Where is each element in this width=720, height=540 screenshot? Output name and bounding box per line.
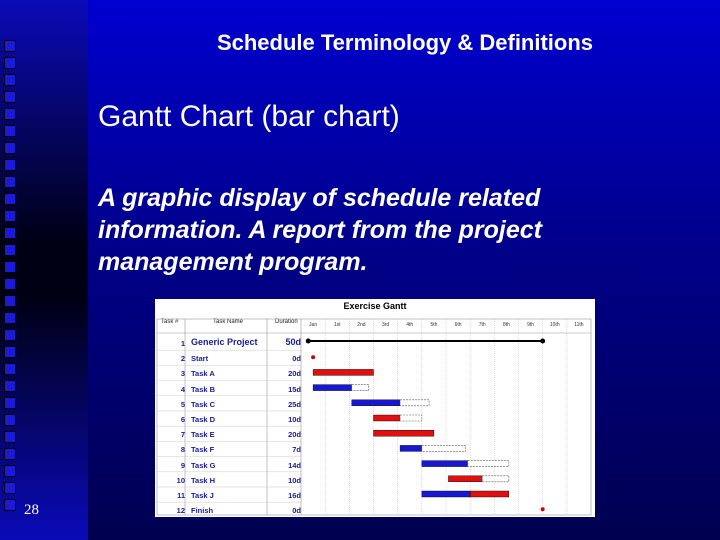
gantt-slack-bar — [400, 400, 429, 406]
decorative-square — [4, 312, 16, 324]
task-duration: 14d — [288, 460, 301, 470]
decorative-square — [4, 74, 16, 86]
decorative-squares — [0, 40, 24, 516]
decorative-square — [4, 414, 16, 426]
task-number: 6 — [180, 415, 185, 424]
decorative-square — [4, 397, 16, 409]
week-label: 2nd — [357, 322, 366, 328]
decorative-square — [4, 210, 16, 222]
gantt-slack-bar — [468, 461, 509, 467]
summary-end-marker — [540, 339, 545, 344]
task-row — [155, 487, 315, 502]
col-header-task-num: Task # — [161, 319, 179, 325]
gantt-task-bar — [313, 369, 373, 375]
task-duration: 0d — [292, 506, 301, 516]
gantt-title: Exercise Gantt — [343, 301, 407, 311]
task-name: Task F — [191, 445, 215, 455]
gantt-task-bar — [400, 445, 422, 451]
task-row — [155, 335, 315, 350]
gantt-slack-bar — [422, 445, 466, 451]
task-number: 2 — [180, 354, 185, 364]
week-label: 8th — [502, 322, 510, 328]
decorative-square — [4, 227, 16, 239]
task-row — [155, 502, 315, 517]
decorative-square — [4, 329, 16, 341]
decorative-square — [4, 465, 16, 477]
task-name: Task C — [191, 399, 216, 409]
decorative-square — [4, 295, 16, 307]
task-duration: 0d — [292, 354, 301, 364]
task-duration: 10d — [288, 475, 301, 485]
col-header-task-name: Task Name — [213, 319, 244, 325]
task-row — [155, 472, 315, 487]
decorative-square — [4, 499, 16, 511]
gantt-slack-bar — [352, 385, 369, 391]
task-name: Task G — [191, 460, 216, 470]
task-duration: 25d — [288, 399, 301, 409]
week-label: Jan — [309, 322, 318, 328]
decorative-square — [4, 363, 16, 375]
task-duration: 15d — [288, 384, 301, 394]
decorative-square — [4, 159, 16, 171]
task-name: Task A — [191, 369, 215, 379]
gantt-slack-bar — [482, 476, 509, 482]
task-number: 5 — [180, 399, 185, 409]
gantt-task-bar — [313, 385, 352, 391]
task-row — [155, 381, 315, 396]
task-row — [155, 441, 315, 456]
decorative-square — [4, 40, 16, 52]
decorative-square — [4, 346, 16, 358]
task-row — [155, 426, 315, 441]
slide-body-text: A graphic display of schedule related information. A report from the project management program. — [98, 184, 542, 276]
decorative-square — [4, 125, 16, 137]
decorative-square — [4, 193, 16, 205]
task-row — [155, 365, 315, 380]
task-duration: 7d — [292, 445, 301, 455]
gantt-task-bar — [422, 491, 470, 497]
task-name: Generic Project — [191, 337, 258, 347]
decorative-square — [4, 57, 16, 69]
gantt-task-bar — [470, 491, 509, 497]
gantt-task-bar — [448, 476, 482, 482]
task-number: 7 — [180, 430, 185, 440]
task-row — [155, 457, 315, 472]
task-duration: 20d — [288, 369, 301, 379]
decorative-square — [4, 244, 16, 256]
decorative-square — [4, 261, 16, 273]
week-label: 1st — [333, 322, 341, 328]
slide-heading: Gantt Chart (bar chart) — [98, 100, 400, 133]
col-header-duration: Duration — [275, 319, 298, 325]
slide-title: Schedule Terminology & Definitions — [216, 30, 594, 55]
task-duration: 50d — [285, 337, 301, 347]
week-label: 6th — [454, 322, 462, 328]
page-number: 28 — [24, 502, 39, 518]
task-number: 9 — [180, 460, 185, 470]
task-name: Task D — [191, 415, 216, 424]
task-row — [155, 411, 315, 426]
task-number: 4 — [180, 384, 185, 394]
week-label: 10th — [549, 322, 560, 328]
week-label: 11th — [574, 322, 584, 328]
task-number: 3 — [180, 369, 185, 379]
task-duration: 10d — [288, 415, 301, 424]
task-name: Start — [191, 354, 209, 364]
gantt-task-bar — [374, 415, 401, 421]
task-name: Finish — [191, 506, 214, 516]
task-duration: 20d — [288, 430, 301, 440]
week-label: 4th — [406, 322, 414, 328]
decorative-square — [4, 380, 16, 392]
gantt-slack-bar — [400, 415, 422, 421]
task-name: Task H — [191, 475, 216, 485]
task-number: 1 — [180, 339, 185, 348]
gantt-task-bar — [374, 430, 434, 436]
gantt-task-bar — [352, 400, 400, 406]
week-label: 5th — [430, 322, 438, 328]
decorative-square — [4, 142, 16, 154]
decorative-square — [4, 482, 16, 494]
decorative-square — [4, 176, 16, 188]
task-number: 11 — [177, 491, 185, 500]
task-name: Task E — [191, 430, 215, 440]
decorative-square — [4, 431, 16, 443]
gantt-task-bar — [422, 461, 468, 467]
decorative-square — [4, 108, 16, 120]
task-name: Task J — [191, 491, 214, 500]
gantt-chart — [155, 299, 595, 517]
task-row — [155, 396, 315, 411]
decorative-square — [4, 278, 16, 290]
decorative-square — [4, 91, 16, 103]
task-name: Task B — [191, 384, 216, 394]
week-label: 9th — [527, 322, 535, 328]
task-row — [155, 350, 315, 365]
week-label: 3rd — [381, 322, 390, 328]
task-duration: 16d — [288, 491, 301, 500]
decorative-square — [4, 448, 16, 460]
task-number: 8 — [180, 445, 185, 455]
task-number: 10 — [176, 475, 185, 485]
task-number: 12 — [176, 506, 185, 516]
week-label: 7th — [478, 322, 486, 328]
milestone-finish — [541, 507, 545, 511]
